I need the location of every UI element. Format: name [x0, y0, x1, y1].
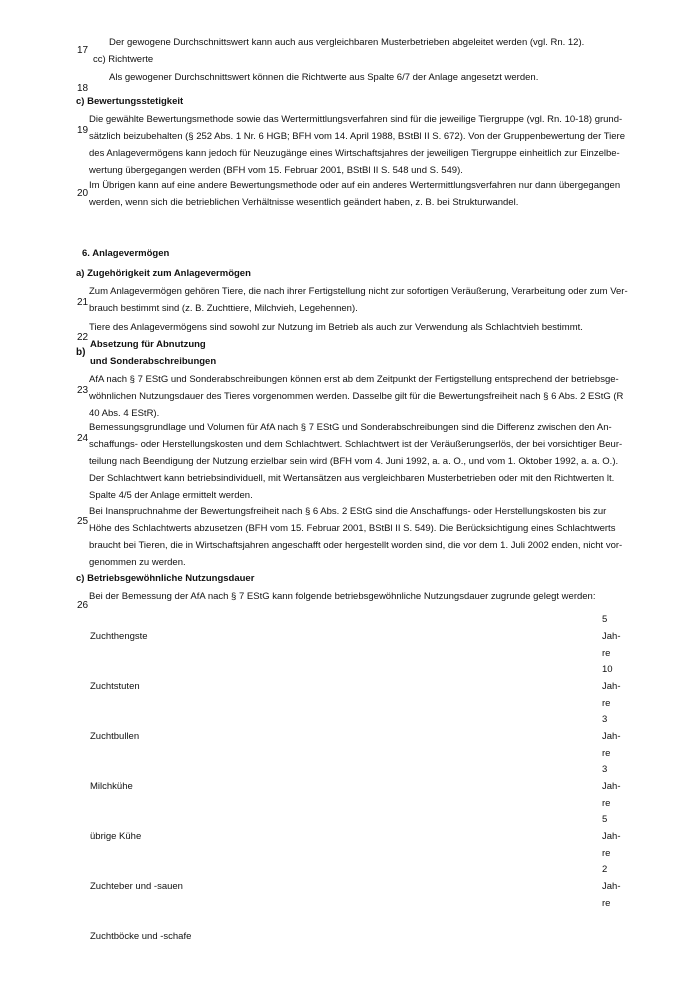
table-row-duration: Jah- — [602, 831, 621, 842]
table-row-label: Zuchtstuten — [90, 681, 140, 692]
table-row-duration: 3 — [602, 764, 608, 775]
paragraph-25 — [89, 503, 622, 571]
table-row-duration: re — [602, 798, 611, 809]
heading-c-bewertungsstetigkeit: c) Bewertungsstetigkeit — [76, 96, 184, 107]
table-row-duration: re — [602, 848, 611, 859]
paragraph-26: Bei der Bemessung der AfA nach § 7 EStG kann folgende betriebsgewöhnliche Nutzungsdauer zugrunde gelegt werden: — [89, 591, 596, 602]
table-row-duration: 2 — [602, 864, 608, 875]
paragraph-18: Als gewogener Durchschnittswert können die Richtwerte aus Spalte 6/7 der Anlage angesetzt werden. — [109, 72, 539, 83]
paragraph-21 — [89, 283, 628, 317]
paragraph-24-line: schaffungs- oder Herstellungskosten und dem Schlachtwert. Schlachtwert ist der Veräußerungserlös, der bei vorsichtiger Beur- — [89, 439, 623, 450]
paragraph-25-line: Höhe des Schlachtwerts abzusetzen (BFH vom 15. Februar 2001, BStBl II S. 549). Die Berücksichtigung eines Schlachtwerts — [89, 523, 616, 534]
paragraph-19 — [89, 111, 625, 179]
heading-cc-richtwerte: cc) Richtwerte — [93, 54, 154, 65]
table-row-duration: re — [602, 698, 611, 709]
margin-number-25: 25 — [77, 516, 89, 527]
paragraph-19-line: des Anlagevermögens kann jedoch für Neuzugänge eines Wirtschaftsjahres der jeweiligen Tiergruppe einheitlich zur Einzelbe- — [89, 148, 620, 159]
heading-b-absetzung — [90, 336, 216, 370]
table-row-duration: re — [602, 748, 611, 759]
table-row-label: Zuchthengste — [90, 631, 148, 642]
paragraph-24-line: teilung nach Beendigung der Nutzung erzielbar sein wird (BFH vom 4. Juni 1992, a. a. O., und vom 1. Oktober 1992, a. a. O.). — [89, 456, 619, 467]
paragraph-20-line: werden, wenn sich die betrieblichen Verhältnisse wesentlich geändert haben, z. B. bei Strukturwandel. — [89, 197, 519, 208]
table-row-duration: Jah- — [602, 631, 621, 642]
paragraph-20-line: Im Übrigen kann auf eine andere Bewertungsmethode oder auf ein anderes Wertermittlungsverfahren nur dann übergegangen — [89, 180, 621, 191]
margin-number-23: 23 — [77, 385, 89, 396]
margin-number-18: 18 — [77, 83, 89, 94]
margin-number-17: 17 — [77, 45, 89, 56]
paragraph-17: Der gewogene Durchschnittswert kann auch aus vergleichbaren Musterbetrieben abgeleitet werden (vgl. Rn. 12). — [109, 37, 585, 48]
paragraph-24-line: Spalte 4/5 der Anlage ermittelt werden. — [89, 490, 253, 501]
table-row-label: Milchkühe — [90, 781, 133, 792]
paragraph-23-line: AfA nach § 7 EStG und Sonderabschreibungen können erst ab dem Zeitpunkt der Fertigstellung entsprechend der betriebsge- — [89, 374, 619, 385]
table-row-label: Zuchtböcke und -schafe — [90, 931, 192, 942]
paragraph-21-line: brauch bestimmt sind (z. B. Zuchttiere, Milchvieh, Legehennen). — [89, 303, 358, 314]
paragraph-25-line: genommen zu werden. — [89, 557, 186, 568]
heading-a-zugehoerigkeit: a) Zugehörigkeit zum Anlagevermögen — [76, 268, 251, 279]
table-row-duration: re — [602, 648, 611, 659]
table-row-label: Zuchteber und -sauen — [90, 881, 183, 892]
paragraph-20 — [89, 177, 620, 211]
table-row-duration: 5 — [602, 614, 608, 625]
paragraph-24-line: Der Schlachtwert kann betriebsindividuell, mit Wertansätzen aus vergleichbaren Musterbetrieben oder mit den Richtwerten lt. — [89, 473, 615, 484]
table-row-duration: Jah- — [602, 681, 621, 692]
table-row-duration: re — [602, 898, 611, 909]
paragraph-19-line: sätzlich beizubehalten (§ 252 Abs. 1 Nr. 6 HGB; BFH vom 14. April 1988, BStBl II S. 672). Von der Gruppenbewertung der Tiere — [89, 131, 625, 142]
heading-b-line: Absetzung für Abnutzung — [90, 339, 206, 350]
paragraph-21-line: Zum Anlagevermögen gehören Tiere, die nach ihrer Fertigstellung nicht zur sofortigen Veräußerung, Verarbeitung oder zum Ver- — [89, 286, 628, 297]
paragraph-25-line: Bei Inanspruchnahme der Bewertungsfreiheit nach § 6 Abs. 2 EStG sind die Anschaffungs- oder Herstellungskosten bis zur — [89, 506, 607, 517]
table-row-duration: 3 — [602, 714, 608, 725]
margin-number-22: 22 — [77, 332, 89, 343]
margin-number-20: 20 — [77, 188, 89, 199]
table-row-label: übrige Kühe — [90, 831, 142, 842]
paragraph-19-line: wertung übergegangen werden (BFH vom 15. Februar 2001, BStBl II S. 548 und S. 549). — [89, 165, 463, 176]
heading-c-nutzungsdauer: c) Betriebsgewöhnliche Nutzungsdauer — [76, 573, 255, 584]
table-row-duration: Jah- — [602, 881, 621, 892]
paragraph-25-line: braucht bei Tieren, die in Wirtschaftsjahren angeschafft oder hergestellt worden sind, die vor dem 1. Juli 2002 enden, nicht vor- — [89, 540, 623, 551]
table-row-duration: Jah- — [602, 781, 621, 792]
margin-number-24: 24 — [77, 433, 89, 444]
paragraph-22: Tiere des Anlagevermögens sind sowohl zur Nutzung im Betrieb als auch zur Verwendung als Schlachtvieh bestimmt. — [89, 322, 583, 333]
paragraph-23-line: wöhnlichen Nutzungsdauer des Tieres vorgenommen werden. Dasselbe gilt für die Bewertungsfreiheit nach § 6 Abs. 2 EStG (R — [89, 391, 624, 402]
table-row-label: Zuchtbullen — [90, 731, 140, 742]
paragraph-24 — [89, 419, 622, 504]
heading-6-anlagevermoegen: 6. Anlagevermögen — [82, 248, 170, 259]
paragraph-19-line: Die gewählte Bewertungsmethode sowie das Wertermittlungsverfahren sind für die jeweilige Tiergruppe (vgl. Rn. 10-18) grund- — [89, 114, 623, 125]
margin-number-19: 19 — [77, 125, 89, 136]
paragraph-23 — [89, 371, 623, 422]
margin-number-21: 21 — [77, 297, 89, 308]
table-row-duration: Jah- — [602, 731, 621, 742]
heading-b-line: und Sonderabschreibungen — [90, 356, 217, 367]
margin-number-26: 26 — [77, 600, 89, 611]
table-row-duration: 10 — [602, 664, 613, 675]
table-row-duration: 5 — [602, 814, 608, 825]
paragraph-24-line: Bemessungsgrundlage und Volumen für AfA nach § 7 EStG und Sonderabschreibungen sind die Differenz zwischen den An- — [89, 422, 612, 433]
heading-b-letter: b) — [76, 347, 86, 358]
paragraph-23-line: 40 Abs. 4 EStR). — [89, 408, 160, 419]
